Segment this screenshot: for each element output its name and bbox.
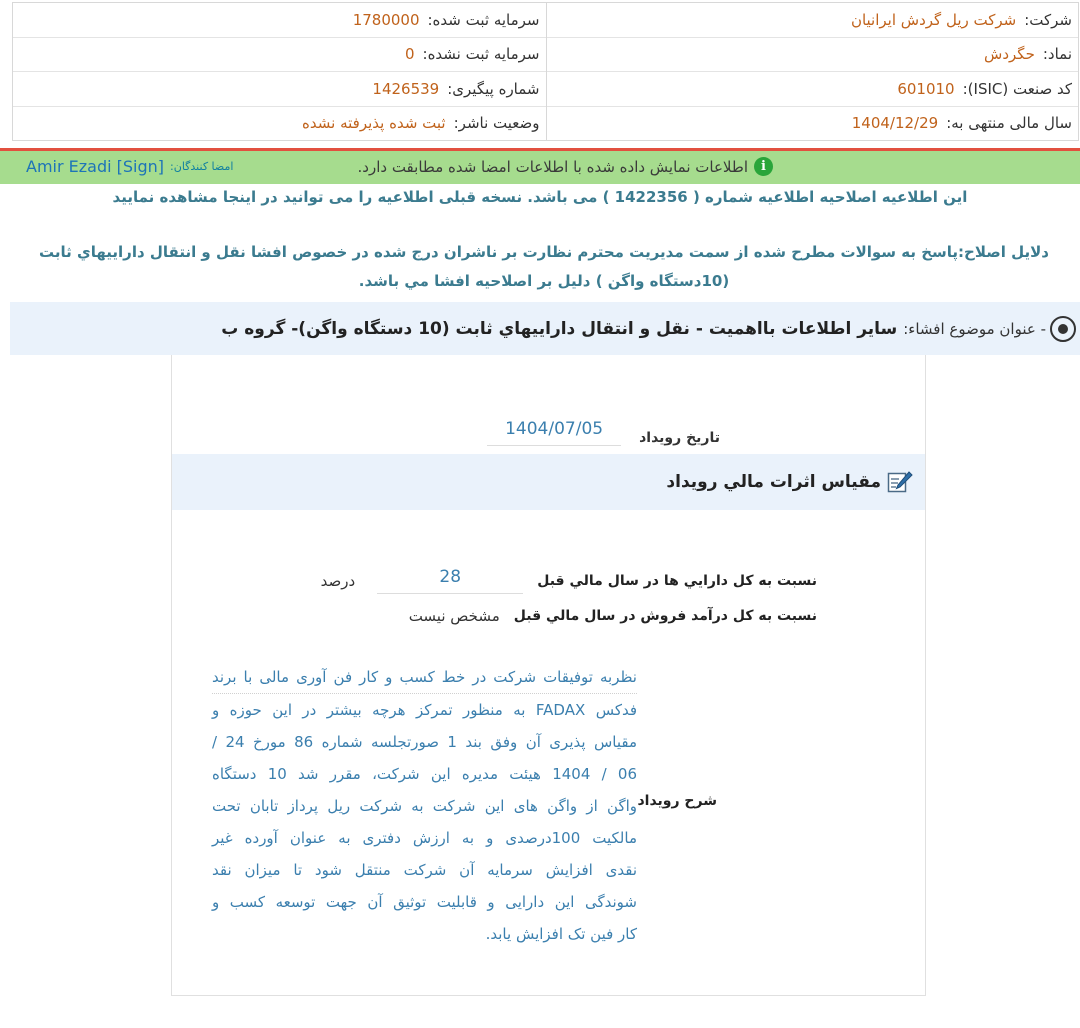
capital-unregistered-label: سرمایه ثبت نشده: bbox=[422, 45, 540, 64]
tracking-row bbox=[13, 72, 546, 107]
description-text bbox=[212, 661, 637, 950]
description-label: شرح رويداد bbox=[637, 793, 717, 809]
signature-message bbox=[358, 157, 773, 176]
description-line: فدکس FADAX به منظور تمرکز هرچه بیشتر در این حوزه و bbox=[212, 701, 638, 719]
publisher-status-label: وضعیت ناشر: bbox=[453, 114, 540, 133]
isic-value: 601010 bbox=[897, 79, 955, 98]
ratio-revenue-label: نسبت به کل درآمد فروش در سال مالي قبل bbox=[513, 608, 817, 624]
signers bbox=[26, 157, 233, 176]
subject-bar bbox=[10, 302, 1080, 355]
description-line: مقیاس پذیری آن وفق بند 1 صورتجلسه شماره 86 مورخ 24 / bbox=[212, 733, 637, 751]
isic-row bbox=[547, 72, 1079, 107]
signer-link[interactable]: Amir Ezadi [Sign] bbox=[26, 157, 165, 176]
company-row bbox=[547, 3, 1079, 38]
description-line: مالکیت 100درصدی و به ارزش دفتری به عنوان آورده غیر bbox=[212, 829, 637, 847]
info-column-right bbox=[546, 3, 1079, 140]
tracking-label: شماره پیگیری: bbox=[447, 79, 540, 98]
symbol-value: حگردش bbox=[984, 45, 1035, 64]
symbol-label: نماد: bbox=[1042, 45, 1072, 64]
signers-label: امضا کنندگان: bbox=[170, 160, 234, 173]
capital-unregistered-value: 0 bbox=[404, 45, 415, 64]
subject-label: - عنوان موضوع افشاء: bbox=[903, 319, 1046, 338]
capital-registered-label: سرمایه ثبت شده: bbox=[427, 10, 540, 29]
info-icon: i bbox=[754, 157, 773, 176]
subject-value: سایر اطلاعات بااهمیت - نقل و انتقال داراييهاي ثابت (10 دستگاه واگن)- گروه ب bbox=[221, 318, 898, 339]
event-panel bbox=[171, 355, 926, 996]
capital-registered-row bbox=[13, 3, 546, 38]
symbol-row bbox=[547, 38, 1079, 73]
publisher-status-row bbox=[13, 107, 546, 141]
description-line: واگن از واگن های این شرکت به شرکت ریل پرداز تابان تحت bbox=[212, 797, 637, 815]
company-label: شرکت: bbox=[1024, 10, 1072, 29]
ratio-revenue-row bbox=[409, 607, 817, 625]
correction-notice[interactable]: این اطلاعیه اصلاحیه اطلاعیه شماره ( 1422356 ) می باشد. نسخه قبلی اطلاعیه را می توانید در اینجا مشاهده نمایید bbox=[112, 188, 968, 206]
correction-reason: دلایل اصلاح:پاسخ به سوالات مطرح شده از سمت مدیریت محترم نظارت بر ناشران درج شده در خصوص افشا نقل و انتقال داراییهاي ثابت (10دستگاه واگن ) دلیل بر اصلاحیه افشا مي باشد. bbox=[39, 243, 1049, 290]
description-line: کار فین تک افزایش یابد. bbox=[485, 925, 637, 943]
signature-bar bbox=[0, 148, 1080, 184]
description-line: نظربه توفیقات شرکت در خط کسب و کار فن آوری مالی با برند bbox=[212, 661, 637, 694]
ratio-assets-row bbox=[321, 567, 817, 594]
edit-icon bbox=[887, 470, 913, 494]
capital-unregistered-row bbox=[13, 38, 546, 73]
description-line: نقدی افزایش سرمایه آن شرکت منتقل شود تا میزان نقد bbox=[212, 861, 637, 879]
event-date-label: تاريخ رويداد bbox=[639, 430, 720, 446]
company-info-table bbox=[12, 2, 1079, 141]
fiscal-year-row bbox=[547, 107, 1079, 141]
description-line: 06 / 1404 هیئت مدیره این شرکت، مقرر شد 10 دستگاه bbox=[212, 765, 637, 783]
signature-message-text: اطلاعات نمایش داده شده با اطلاعات امضا شده مطابقت دارد. bbox=[357, 157, 748, 176]
isic-label: کد صنعت (ISIC): bbox=[962, 79, 1072, 98]
capital-registered-value: 1780000 bbox=[352, 10, 420, 29]
section-title: مقياس اثرات مالي رويداد bbox=[666, 472, 881, 492]
fiscal-year-label: سال مالی منتهی به: bbox=[946, 114, 1072, 133]
company-value: شرکت ریل گردش ایرانیان bbox=[850, 10, 1017, 29]
ratio-assets-unit: درصد bbox=[320, 571, 356, 590]
event-date-row bbox=[487, 419, 720, 446]
description-line: شوندگی این دارایی و قابلیت توثیق آن جهت توسعه کسب و bbox=[212, 893, 637, 911]
ratio-assets-value: 28 bbox=[377, 567, 523, 594]
financial-impact-section bbox=[172, 454, 925, 510]
ratio-assets-label: نسبت به کل دارايي ها در سال مالي قبل bbox=[537, 572, 817, 589]
ratio-revenue-value: مشخص نیست bbox=[408, 607, 500, 625]
tracking-value: 1426539 bbox=[372, 79, 440, 98]
target-icon bbox=[1050, 316, 1076, 342]
event-date-value: 1404/07/05 bbox=[487, 419, 621, 446]
info-column-left bbox=[13, 3, 546, 140]
publisher-status-value: ثبت شده پذیرفته نشده bbox=[302, 114, 446, 133]
fiscal-year-value: 1404/12/29 bbox=[851, 114, 939, 133]
